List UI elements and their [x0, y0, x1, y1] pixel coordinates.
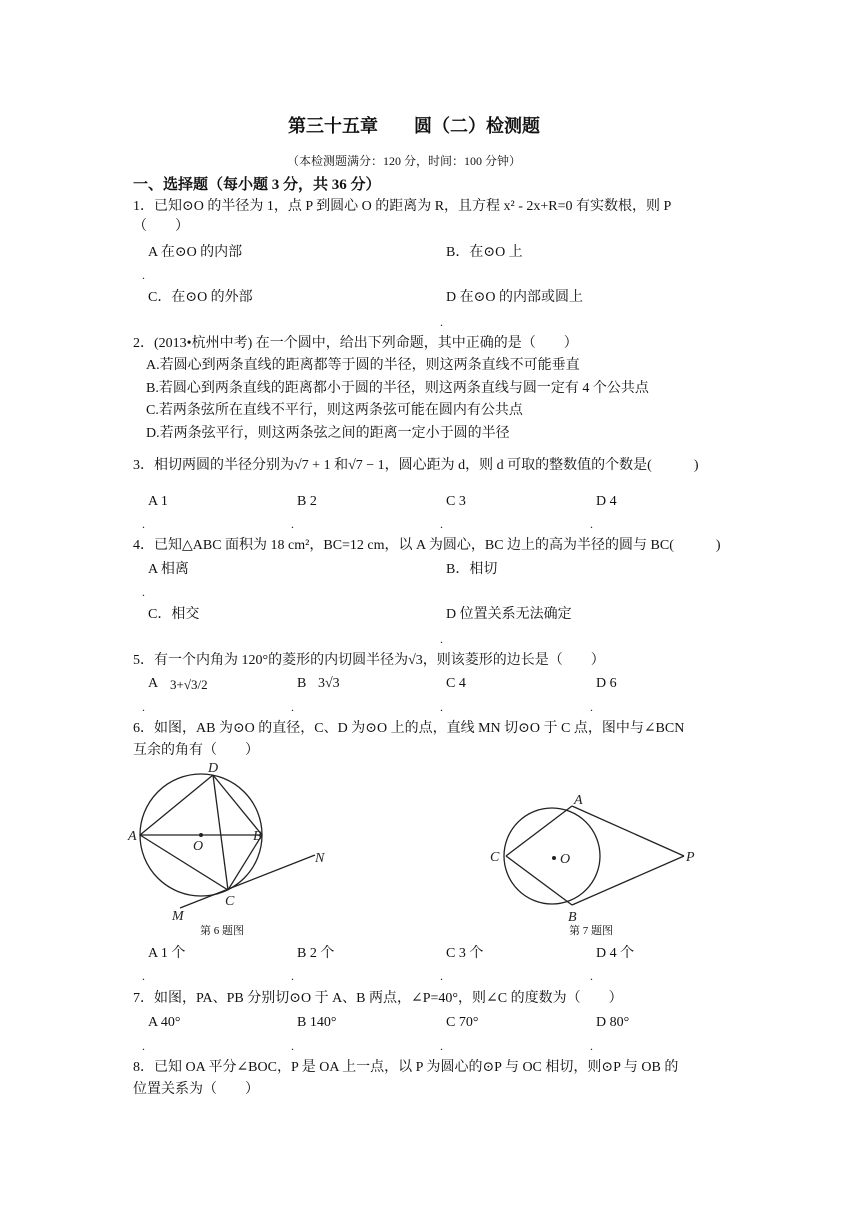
- q2-option-d: D.若两条弦平行，则这两条弦之间的距离一定小于圆的半径: [146, 426, 510, 441]
- figure-6-caption: 第 6 题图: [200, 925, 244, 937]
- center-dot: [552, 856, 556, 860]
- tangent-mn: [180, 855, 315, 908]
- label-o: O: [560, 852, 571, 867]
- q2-stem: 2．(2013•杭州中考) 在一个圆中，给出下列命题，其中正确的是（ ）: [133, 336, 578, 351]
- label-o: O: [193, 839, 204, 854]
- option-marker: .: [590, 517, 593, 531]
- q2-option-b: B.若圆心到两条直线的距离都小于圆的半径，则这两条直线与圆一定有 4 个公共点: [146, 381, 649, 396]
- option-marker: .: [590, 700, 593, 714]
- label-b: B: [568, 910, 577, 925]
- q1-option-d: D 在⊙O 的内部或圆上: [446, 290, 583, 305]
- q6-stem-cont: 互余的角有（ ）: [133, 743, 259, 758]
- q4-option-c: C．相交: [148, 607, 200, 622]
- chord-ac: [140, 835, 228, 890]
- option-marker: .: [440, 632, 443, 646]
- option-marker: .: [142, 1039, 145, 1053]
- q5-option-c: C 4: [446, 676, 466, 691]
- q6-option-b: B 2 个: [297, 946, 335, 961]
- q6-option-a: A 1 个: [148, 946, 186, 961]
- q7-option-a: A 40°: [148, 1015, 181, 1030]
- option-marker: .: [291, 969, 294, 983]
- q3-option-d: D 4: [596, 494, 617, 509]
- option-marker: .: [142, 700, 145, 714]
- label-m: M: [172, 909, 184, 924]
- option-marker: .: [291, 700, 294, 714]
- q4-option-a: A 相离: [148, 562, 189, 577]
- q3-option-c: C 3: [446, 494, 466, 509]
- q6-option-c: C 3 个: [446, 946, 484, 961]
- chord-ad: [140, 775, 213, 835]
- tangent-pa: [572, 806, 684, 856]
- option-marker: .: [142, 585, 145, 599]
- page-title: 第三十五章 圆（二）检测题: [288, 116, 540, 136]
- q5-option-b-expr: 3√3: [318, 676, 340, 691]
- q3-option-b: B 2: [297, 494, 317, 509]
- q1-stem: 1．已知⊙O 的半径为 1，点 P 到圆心 O 的距离为 R，且方程 x² - 2x+R=0 有实数根，则 P: [133, 199, 672, 214]
- section-heading: 一、选择题（每小题 3 分，共 36 分）: [133, 177, 381, 193]
- q4-option-b: B．相切: [446, 562, 498, 577]
- label-a: A: [574, 793, 583, 808]
- option-marker: .: [440, 969, 443, 983]
- label-b: B: [253, 829, 262, 844]
- label-c: C: [490, 850, 500, 865]
- q5-option-d: D 6: [596, 676, 617, 691]
- q6-stem: 6．如图，AB 为⊙O 的直径，C、D 为⊙O 上的点，直线 MN 切⊙O 于 C 点，图中与∠BCN: [133, 721, 685, 736]
- q8-stem-cont: 位置关系为（ ）: [133, 1082, 259, 1097]
- option-marker: .: [590, 1039, 593, 1053]
- label-p: P: [686, 850, 695, 865]
- q8-stem: 8．已知 OA 平分∠BOC，P 是 OA 上一点，以 P 为圆心的⊙P 与 OC 相切，则⊙P 与 OB 的: [133, 1060, 679, 1075]
- q5-option-a: A: [148, 676, 159, 691]
- chord-ca: [506, 806, 572, 856]
- q7-option-b: B 140°: [297, 1015, 337, 1030]
- figure-6-diagram: [125, 760, 345, 924]
- q6-option-d: D 4 个: [596, 946, 635, 961]
- q7-option-c: C 70°: [446, 1015, 479, 1030]
- q5-option-a-expr: 3+√3/2: [170, 677, 208, 692]
- option-marker: .: [142, 268, 145, 282]
- page-subtitle: （本检测题满分：120 分，时间：100 分钟）: [287, 154, 522, 168]
- option-marker: .: [142, 969, 145, 983]
- q5-option-b: B: [297, 676, 307, 691]
- label-n: N: [315, 851, 325, 866]
- q3-stem: 3．相切两圆的半径分别为√7 + 1 和√7 − 1，圆心距为 d，则 d 可取的整数值的个数是( ): [133, 458, 699, 473]
- option-marker: .: [440, 700, 443, 714]
- q4-option-d: D 位置关系无法确定: [446, 607, 572, 622]
- tangent-pb: [572, 856, 684, 905]
- center-dot: [199, 833, 203, 837]
- q3-option-a: A 1: [148, 494, 168, 509]
- q7-stem: 7．如图，PA、PB 分别切⊙O 于 A、B 两点，∠P=40°，则∠C 的度数为（ ）: [133, 991, 623, 1006]
- q1-option-c: C．在⊙O 的外部: [148, 290, 253, 305]
- option-marker: .: [440, 1039, 443, 1053]
- option-marker: .: [440, 517, 443, 531]
- option-marker: .: [291, 1039, 294, 1053]
- option-marker: .: [440, 315, 443, 329]
- label-d: D: [208, 761, 219, 776]
- label-a: A: [128, 829, 137, 844]
- q2-option-a: A.若圆心到两条直线的距离都等于圆的半径，则这两条直线不可能垂直: [146, 358, 580, 373]
- q1-stem-cont: （ ）: [133, 219, 189, 234]
- option-marker: .: [142, 517, 145, 531]
- option-marker: .: [291, 517, 294, 531]
- figure-7-diagram: [488, 792, 708, 925]
- figure-7-caption: 第 7 题图: [569, 925, 613, 937]
- q4-stem: 4．已知△ABC 面积为 18 cm²，BC=12 cm，以 A 为圆心，BC 边上的高为半径的圆与 BC( ): [133, 538, 721, 553]
- label-c: C: [225, 894, 235, 909]
- q7-option-d: D 80°: [596, 1015, 630, 1030]
- q2-option-c: C.若两条弦所在直线不平行，则这两条弦可能在圆内有公共点: [146, 403, 523, 418]
- q1-option-b: B．在⊙O 上: [446, 245, 523, 260]
- option-marker: .: [590, 969, 593, 983]
- chord-dc: [213, 775, 228, 890]
- q1-option-a: A 在⊙O 的内部: [148, 245, 243, 260]
- q5-stem: 5．有一个内角为 120°的菱形的内切圆半径为√3，则该菱形的边长是（ ）: [133, 653, 605, 668]
